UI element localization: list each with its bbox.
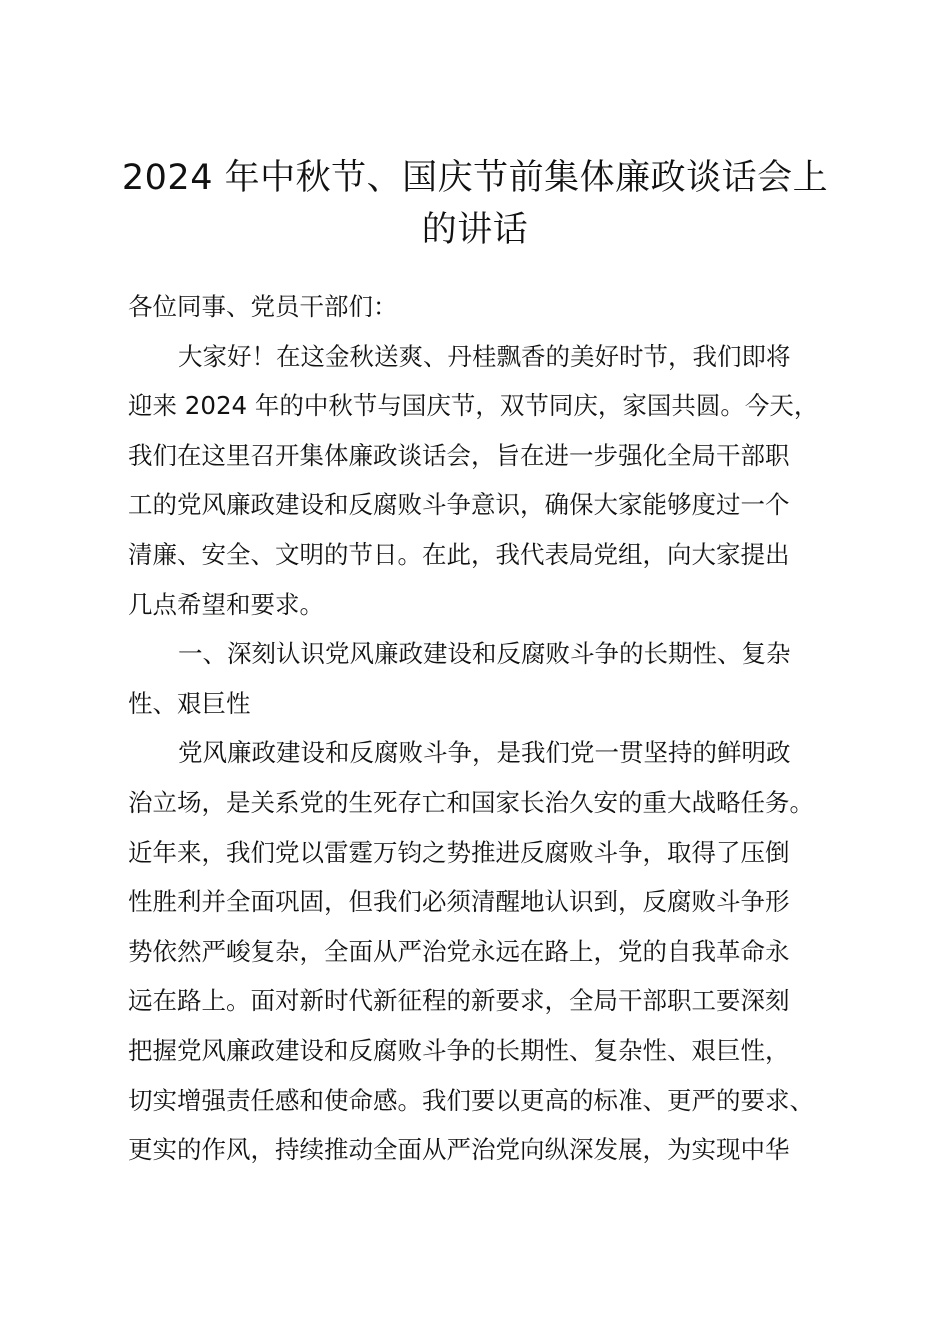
paragraph-line: 迎来 2024 年的中秋节与国庆节，双节同庆，家国共圆。今天，	[128, 391, 819, 421]
paragraph-line: 我们在这里召开集体廉政谈话会，旨在进一步强化全局干部职	[128, 440, 790, 470]
paragraph-line: 工的党风廉政建设和反腐败斗争意识，确保大家能够度过一个	[128, 490, 790, 520]
paragraph-line: 党风廉政建设和反腐败斗争，是我们党一贯坚持的鲜明政	[178, 738, 791, 768]
paragraph-line: 近年来，我们党以雷霆万钧之势推进反腐败斗争，取得了压倒	[128, 837, 790, 867]
document-body	[128, 282, 838, 1175]
paragraph-line: 治立场，是关系党的生死存亡和国家长治久安的重大战略任务。	[128, 787, 814, 817]
paragraph-line: 性胜利并全面巩固，但我们必须清醒地认识到，反腐败斗争形	[128, 887, 790, 917]
document-title	[118, 152, 832, 256]
paragraph-greeting	[128, 332, 838, 630]
section-heading-1	[128, 629, 838, 728]
title-line-1: 2024 年中秋节、国庆节前集体廉政谈话会上	[121, 158, 829, 198]
paragraph-line: 远在路上。面对新时代新征程的新要求，全局干部职工要深刻	[128, 986, 790, 1016]
heading-line: 性、艰巨性	[128, 688, 251, 718]
heading-line: 一、深刻认识党风廉政建设和反腐败斗争的长期性、复杂	[178, 639, 791, 669]
paragraph-line: 更实的作风，持续推动全面从严治党向纵深发展，为实现中华	[128, 1135, 790, 1165]
paragraph-line: 清廉、安全、文明的节日。在此，我代表局党组，向大家提出	[128, 539, 790, 569]
paragraph-line: 把握党风廉政建设和反腐败斗争的长期性、复杂性、艰巨性，	[128, 1035, 790, 1065]
paragraph-line: 几点希望和要求。	[128, 589, 324, 619]
paragraph-line: 势依然严峻复杂，全面从严治党永远在路上，党的自我革命永	[128, 936, 790, 966]
salutation: 各位同事、党员干部们：	[128, 292, 398, 321]
paragraph-line: 切实增强责任感和使命感。我们要以更高的标准、更严的要求、	[128, 1085, 814, 1115]
title-line-2: 的讲话	[421, 210, 529, 250]
paragraph-section-1	[128, 728, 838, 1174]
paragraph-line: 大家好！在这金秋送爽、丹桂飘香的美好时节，我们即将	[178, 341, 791, 371]
